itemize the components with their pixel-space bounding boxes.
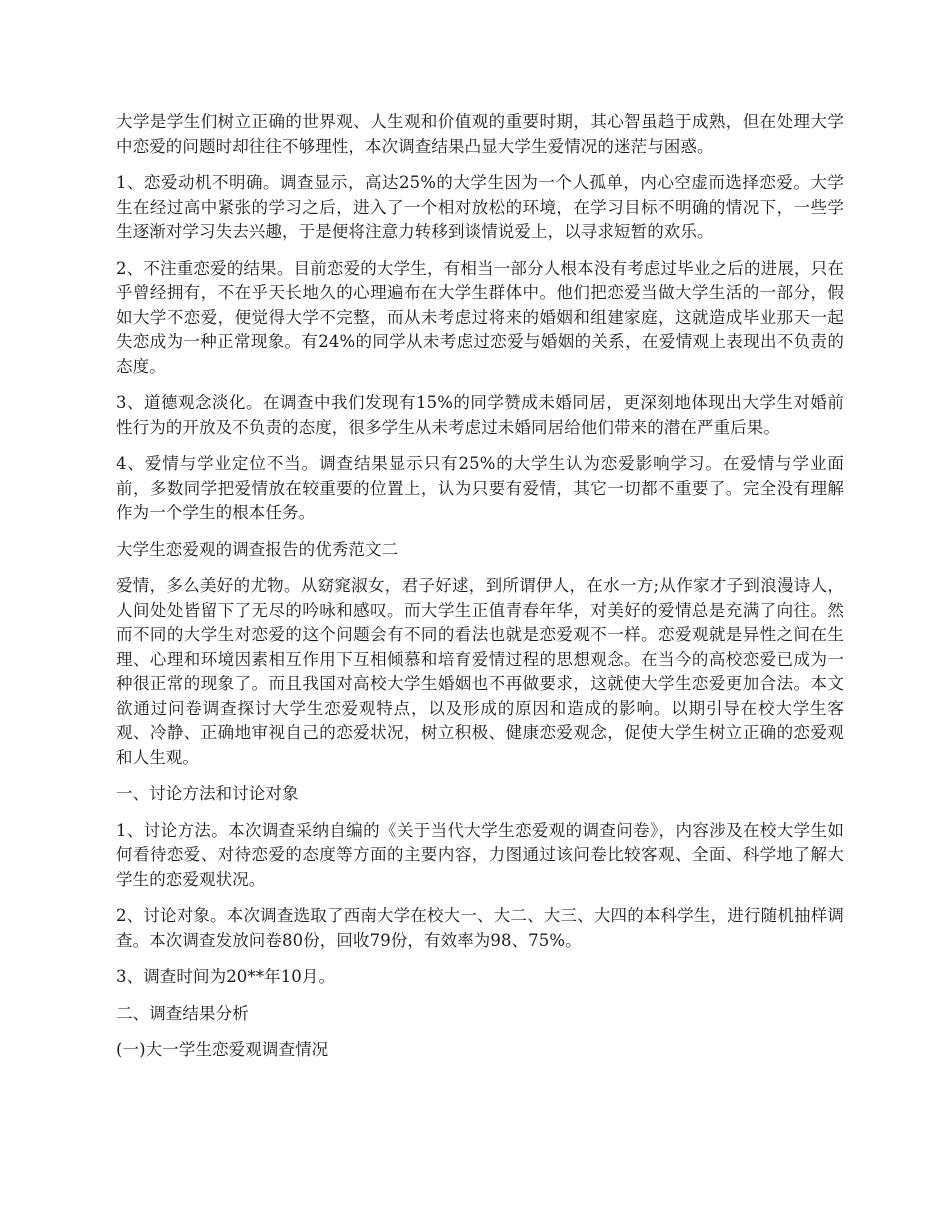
- survey-time-paragraph: 3、调查时间为20**年10月。: [116, 967, 336, 986]
- document-body: [116, 110, 844, 1075]
- point-3-paragraph: 3、道德观念淡化。在调查中我们发现有15%的同学赞成未婚同居，更深刻地体现出大学生对婚前性行为的开放及不负责的态度，很多学生从未考虑过未婚同居给他们带来的潜在严重后果。: [116, 393, 844, 437]
- method-paragraph: 1、讨论方法。本次调查采纳自编的《关于当代大学生恋爱观的调查问卷》，内容涉及在校大学生如何看待恋爱、对待恋爱的态度等方面的主要内容，力图通过该问卷比较客观、全面、科学地了解大学生的恋爱观状况。: [116, 820, 844, 889]
- point-2-paragraph: 2、不注重恋爱的结果。目前恋爱的大学生，有相当一部分人根本没有考虑过毕业之后的进展，只在乎曾经拥有，不在乎天长地久的心理遍布在大学生群体中。他们把恋爱当做大学生活的一部分，假如大学不恋爱，便觉得大学不完整，而从未考虑过将来的婚姻和组建家庭，这就造成毕业那天一起失恋成为一种正常现象。有24%的同学从未考虑过恋爱与婚姻的关系，在爱情观上表现出不负责的态度。: [116, 258, 844, 376]
- point-1-paragraph: 1、恋爱动机不明确。调查显示，高达25%的大学生因为一个人孤单，内心空虚而选择恋爱。大学生在经过高中紧张的学习之后，进入了一个相对放松的环境，在学习目标不明确的情况下，一些学生逐渐对学习失去兴趣，于是便将注意力转移到谈情说爱上，以寻求短暂的欢乐。: [116, 173, 844, 241]
- intro-paragraph: 大学是学生们树立正确的世界观、人生观和价值观的重要时期，其心智虽趋于成熟，但在处理大学中恋爱的问题时却往往不够理性，本次调查结果凸显大学生爱情况的迷茫与困惑。: [116, 112, 844, 156]
- section-2-heading: 二、调查结果分析: [116, 1003, 249, 1023]
- subjects-paragraph: 2、讨论对象。本次调查选取了西南大学在校大一、大二、大三、大四的本科学生，进行随机抽样调查。本次调查发放问卷80份，回收79份，有效率为98、75%。: [116, 906, 844, 950]
- subsection-1-heading: (一)大一学生恋爱观调查情况: [116, 1040, 329, 1059]
- essay-two-intro-paragraph: 爱情，多么美好的尤物。从窈窕淑女，君子好逑，到所谓伊人，在水一方;从作家才子到浪漫诗人，人间处处皆留下了无尽的吟咏和感叹。而大学生正值青春年华，对美好的爱情总是充满了向往。然而不同的大学生对恋爱的这个问题会有不同的看法也就是恋爱观不一样。恋爱观就是异性之间在生理、心理和环境因素相互作用下互相倾慕和培育爱情过程的思想观念。在当今的高校恋爱已成为一种很正常的现象了。而且我国对高校大学生婚姻也不再做要求，这就使大学生恋爱更加合法。本文欲通过问卷调查探讨大学生恋爱观特点，以及形成的原因和造成的影响。以期引导在校大学生客观、冷静、正确地审视自己的恋爱状况，树立积极、健康恋爱观念，促使大学生树立正确的恋爱观和人生观。: [116, 576, 844, 767]
- essay-two-title: 大学生恋爱观的调查报告的优秀范文二: [116, 539, 399, 559]
- section-1-heading: 一、讨论方法和讨论对象: [116, 784, 299, 803]
- point-4-paragraph: 4、爱情与学业定位不当。调查结果显示只有25%的大学生认为恋爱影响学习。在爱情与学业面前，多数同学把爱情放在较重要的位置上，认为只要有爱情，其它一切都不重要了。完全没有理解作为一个学生的根本任务。: [116, 454, 844, 522]
